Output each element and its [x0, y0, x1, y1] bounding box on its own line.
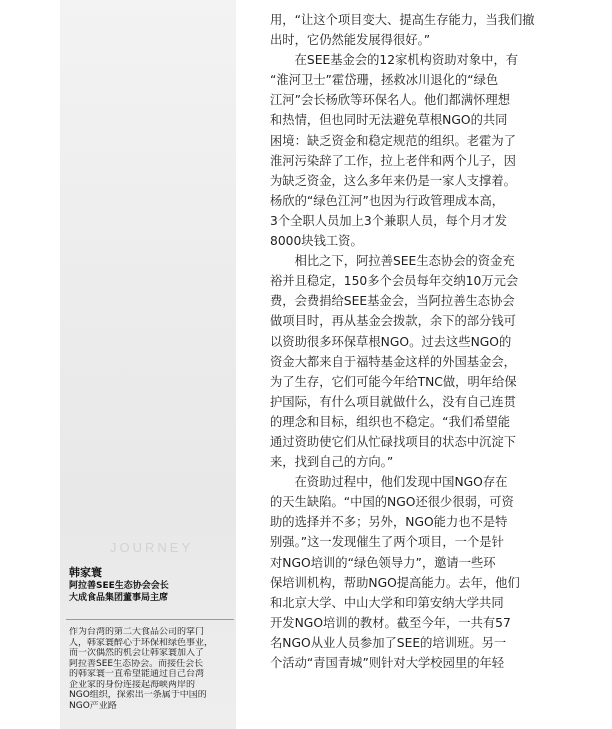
profile-description-line: 作为台湾的第二大食品公司的掌门: [69, 627, 205, 637]
profile-description-line: 的韩家寰一直希望能通过自己台湾: [69, 669, 205, 679]
article-line: 以资助很多环保草根NGO。过去这些NGO的: [270, 334, 512, 349]
profile-description-line: 人，韩家寰醉心于环保和绿色事业，: [69, 637, 214, 648]
article-line: 淮河污染辞了工作，拉上老伴和两个儿子，因: [270, 153, 516, 168]
article-line: 和北京大学、中山大学和印第安纳大学共同: [270, 595, 504, 610]
article-line: 做项目时，再从基金会拨款，余下的部分钱可: [270, 314, 516, 329]
profile-description-line: 企业家的身份连接起海峡两岸的: [69, 679, 196, 690]
article-line: 的理念和目标，组织也不稳定。“我们希望能: [270, 414, 511, 429]
article-line: 为了生存，它们可能今年给TNC做，明年给保: [270, 374, 517, 389]
article-line: 来，找到自己的方向。”: [270, 455, 394, 470]
article-line: 对NGO培训的“绿色领导力”，邀请一些环: [270, 555, 496, 570]
article-line: 相比之下，阿拉善SEE生态协会的资金充: [294, 254, 515, 269]
journey-watermark: JOURNEY: [110, 540, 194, 555]
article-body: [270, 10, 554, 673]
article-line: 助的选择并不多；另外，NGO能力也不是特: [270, 515, 508, 530]
article-line: 3个全职人员加上3个兼职人员，每个月才发: [270, 213, 507, 228]
profile-role-line: 大成食品集团董事局主席: [69, 593, 169, 603]
article-line: “淮河卫士”霍岱珊，拯救冰川退化的“绿色: [270, 73, 499, 88]
article-line: 为缺乏资金，这么多年来仍是一家人支撑着。: [270, 173, 516, 188]
article-line: 名NGO从业人员参加了SEE的培训班。另一: [270, 635, 507, 650]
profile-description-line: 而一次偶然的机会让韩家寰加入了: [69, 648, 205, 658]
article-line: 8000块钱工资。: [270, 234, 363, 249]
article-line: 用，“让这个项目变大、提高生存能力，当我们撤: [270, 13, 535, 27]
article-line: 杨欣的“绿色江河”也因为行政管理成本高，: [270, 193, 505, 208]
profile-divider: [66, 619, 234, 620]
profile-role-line: 阿拉善SEE生态协会会长: [69, 581, 169, 591]
article-line: 保培训机构，帮助NGO提高能力。去年，他们: [270, 575, 520, 590]
article-line: 费，会费捐给SEE基金会，当阿拉善生态协会: [270, 294, 515, 309]
profile-description: [69, 627, 237, 711]
article-line: 困境：缺乏资金和稳定规范的组织。老霍为了: [270, 133, 516, 148]
profile-name: 韩家寰: [69, 566, 102, 579]
article-line: 护国际，有什么项目就做什么，没有自己连贯: [270, 394, 516, 409]
profile-description-line: NGO产业路: [69, 700, 117, 711]
article-line: 在资助过程中，他们发现中国NGO存在: [294, 475, 508, 490]
profile-description-line: 阿拉善SEE生态协会。而接任会长: [69, 658, 204, 669]
article-line: 通过资助使它们从忙碌找项目的状态中沉淀下: [270, 434, 516, 449]
article-line: 个活动“青国青城”则针对大学校园里的年轻: [270, 656, 505, 670]
profile-roles: [69, 580, 239, 604]
article-line: 裕并且稳定，150多个会员每年交纳10万元会: [270, 274, 519, 289]
article-line: 开发NGO培训的教材。截至今年，一共有57: [270, 615, 511, 630]
article-line: 别强。”这一发现催生了两个项目，一个是针: [270, 535, 504, 550]
article-line: 江河”会长杨欣等环保名人。他们都满怀理想: [270, 93, 511, 108]
profile-description-line: NGO组织，探索出一条属于中国的: [69, 690, 207, 700]
article-line: 在SEE基金会的12家机构资助对象中，有: [294, 53, 519, 68]
article-line: 和热情，但也同时无法避免草根NGO的共同: [270, 113, 508, 128]
article-line: 出时，它仍然能发展得很好。”: [270, 33, 431, 48]
article-line: 的天生缺陷。“中国的NGO还很少很弱，可资: [270, 495, 514, 510]
article-line: 资金大都来自于福特基金这样的外国基金会，: [270, 354, 516, 369]
